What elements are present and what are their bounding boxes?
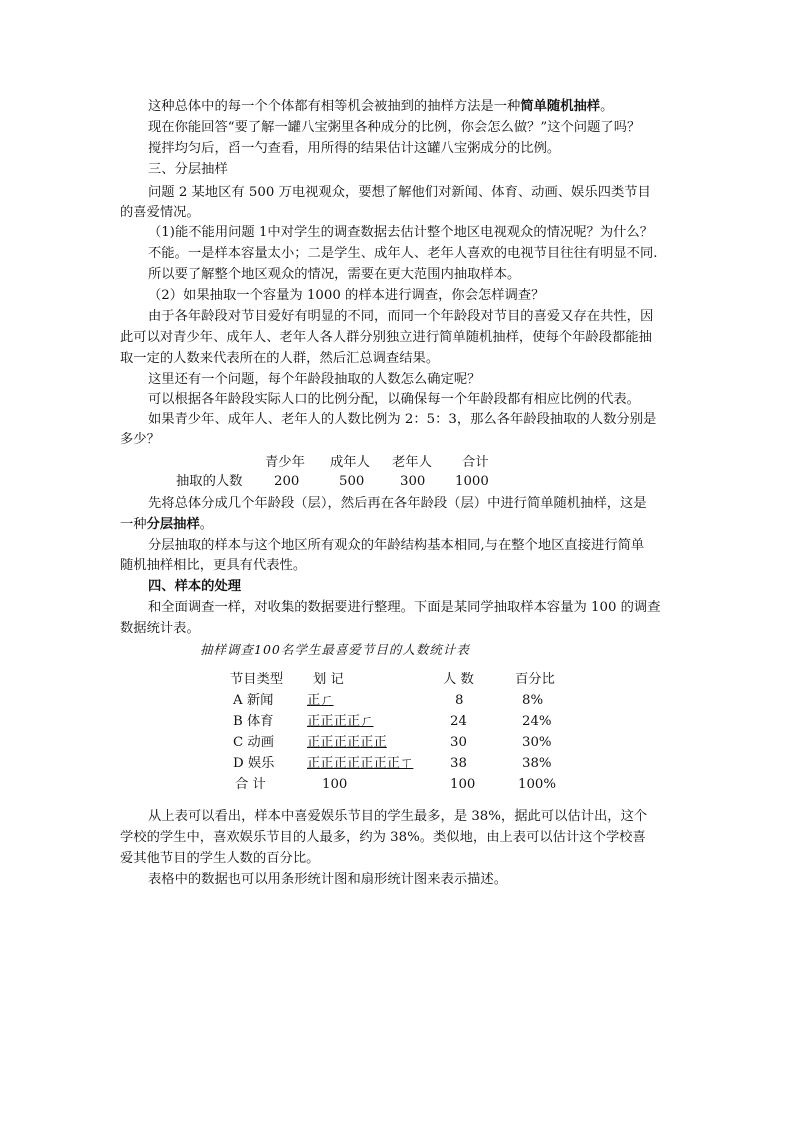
paragraph-conclusion-cont1: 学校的学生中，喜欢娱乐节目的人最多，约为 38%。类似地，由上表可以估计这个学校喜 (120, 830, 646, 845)
header-cell: 青少年 (265, 455, 305, 470)
header-cell: 成年人 (330, 455, 370, 470)
paragraph-ratio-cont: 多少？ (120, 432, 160, 447)
type-cell: 合 计 (235, 777, 266, 792)
count-cell: 24 (450, 714, 467, 729)
type-cell: C 动画 (233, 735, 274, 750)
tally-cell: 正正正正正正正ㄒ (307, 756, 414, 771)
tally-cell: 正ㄏ (307, 693, 334, 708)
text: 一种 (120, 517, 147, 532)
paragraph-reason: 由于各年龄段对节目爱好有明显的不同，而同一个年龄段对节目的喜爱又存在共性，因 (148, 309, 654, 324)
paragraph-q3: 这里还有一个问题，每个年龄段抽取的人数怎么确定呢？ (148, 372, 481, 387)
pct-cell: 100% (518, 777, 557, 792)
header-cell: 节目类型 (230, 672, 284, 687)
paragraph-reason-cont1: 此可以对青少年、成年人、老年人各人群分别独立进行简单随机抽样，使每个年龄段都能抽 (120, 330, 652, 345)
paragraph-conclusion: 从上表可以看出，样本中喜爱娱乐节目的学生最多，是 38%，据此可以估计出，这个 (148, 809, 648, 824)
pct-cell: 30% (522, 735, 552, 750)
paragraph-compare: 分层抽取的样本与这个地区所有观众的年龄结构基本相同,与在整个地区直接进行简单 (148, 538, 645, 553)
pct-cell: 38% (522, 756, 552, 771)
paragraph-stratify: 先将总体分成几个年龄段（层），然后再在各年龄段（层）中进行简单随机抽样，这是 (148, 496, 647, 511)
paragraph-question: 现在你能回答“要了解一罐八宝粥里各种成分的比例，你会怎么做？”这个问题了吗？ (148, 120, 641, 135)
bold-term: 分层抽样 (146, 517, 200, 532)
header-cell: 人 数 (443, 672, 474, 687)
tally-cell: 正正正正正正 (307, 735, 387, 750)
header-cell: 划 记 (313, 672, 344, 687)
tally-cell: 100 (322, 777, 348, 792)
section-heading-4: 四、样本的处理 (148, 579, 242, 594)
paragraph-problem2-cont: 的喜爱情况。 (120, 205, 200, 220)
header-cell: 百分比 (515, 672, 555, 687)
paragraph-organize: 和全面调查一样，对收集的数据要进行整理。下面是某同学抽取样本容量为 100 的调查 (148, 600, 661, 615)
paragraph-compare-cont: 随机抽样相比，更具有代表性。 (120, 558, 307, 573)
paragraph-conclusion-cont2: 爱其他节目的学生人数的百分比。 (120, 851, 320, 866)
text: 。 (199, 517, 214, 532)
type-cell: D 娱乐 (233, 756, 275, 771)
paragraph-problem2: 问题 2 某地区有 500 万电视观众，要想了解他们对新闻、体育、动画、娱乐四类节目 (148, 185, 651, 200)
type-cell: B 体育 (233, 714, 274, 729)
paragraph-chart-note: 表格中的数据也可以用条形统计图和扇形统计图来表示描述。 (148, 872, 508, 887)
count-cell: 38 (450, 756, 467, 771)
text: 。 (600, 99, 614, 114)
section-heading-3: 三、分层抽样 (148, 162, 228, 177)
value-cell: 300 (400, 474, 426, 489)
tally-cell: 正正正正ㄏ (307, 714, 374, 729)
count-cell: 100 (450, 777, 476, 792)
bold-term: 简单随机抽样 (520, 99, 601, 114)
header-cell: 合计 (462, 455, 489, 470)
value-cell: 200 (274, 474, 300, 489)
row-label: 抽取的人数 (176, 474, 243, 489)
value-cell: 500 (339, 474, 365, 489)
paragraph-a1: 不能。一是样本容量太小；二是学生、成年人、老年人喜欢的电视节目往往有明显不同. (148, 246, 658, 261)
paragraph-stratify-cont (120, 515, 213, 534)
paragraph-a3: 可以根据各年龄段实际人口的比例分配，以确保每一个年龄段都有相应比例的代表。 (148, 392, 640, 407)
pct-cell: 24% (522, 714, 552, 729)
table-caption: 抽样调查100名学生最喜爱节目的人数统计表 (200, 642, 470, 657)
paragraph-q1: （1)能不能用问题 1中对学生的调查数据去估计整个地区电视观众的情况呢？为什么？ (148, 225, 654, 240)
paragraph-q2: （2）如果抽取一个容量为 1000 的样本进行调查，你会怎样调查？ (148, 288, 545, 303)
value-cell: 1000 (455, 474, 489, 489)
type-cell: A 新闻 (233, 693, 274, 708)
paragraph-answer: 搅拌均匀后，舀一勺查看，用所得的结果估计这罐八宝粥成分的比例。 (148, 141, 561, 156)
count-cell: 8 (455, 693, 464, 708)
count-cell: 30 (450, 735, 467, 750)
paragraph-ratio: 如果青少年、成年人、老年人的人数比例为 2：5：3，那么各年龄段抽取的人数分别是 (148, 412, 657, 427)
paragraph-organize-cont: 数据统计表。 (120, 621, 200, 636)
text: 这种总体中的每一个个体都有相等机会被抽到的抽样方法是一种 (148, 99, 521, 114)
paragraph-simple-random-sampling (148, 97, 613, 116)
paragraph-reason-cont2: 取一定的人数来代表所在的人群，然后汇总调查结果。 (120, 351, 440, 366)
pct-cell: 8% (522, 693, 544, 708)
header-cell: 老年人 (392, 455, 432, 470)
paragraph-a1-cont: 所以要了解整个地区观众的情况，需要在更大范围内抽取样本。 (148, 267, 521, 282)
